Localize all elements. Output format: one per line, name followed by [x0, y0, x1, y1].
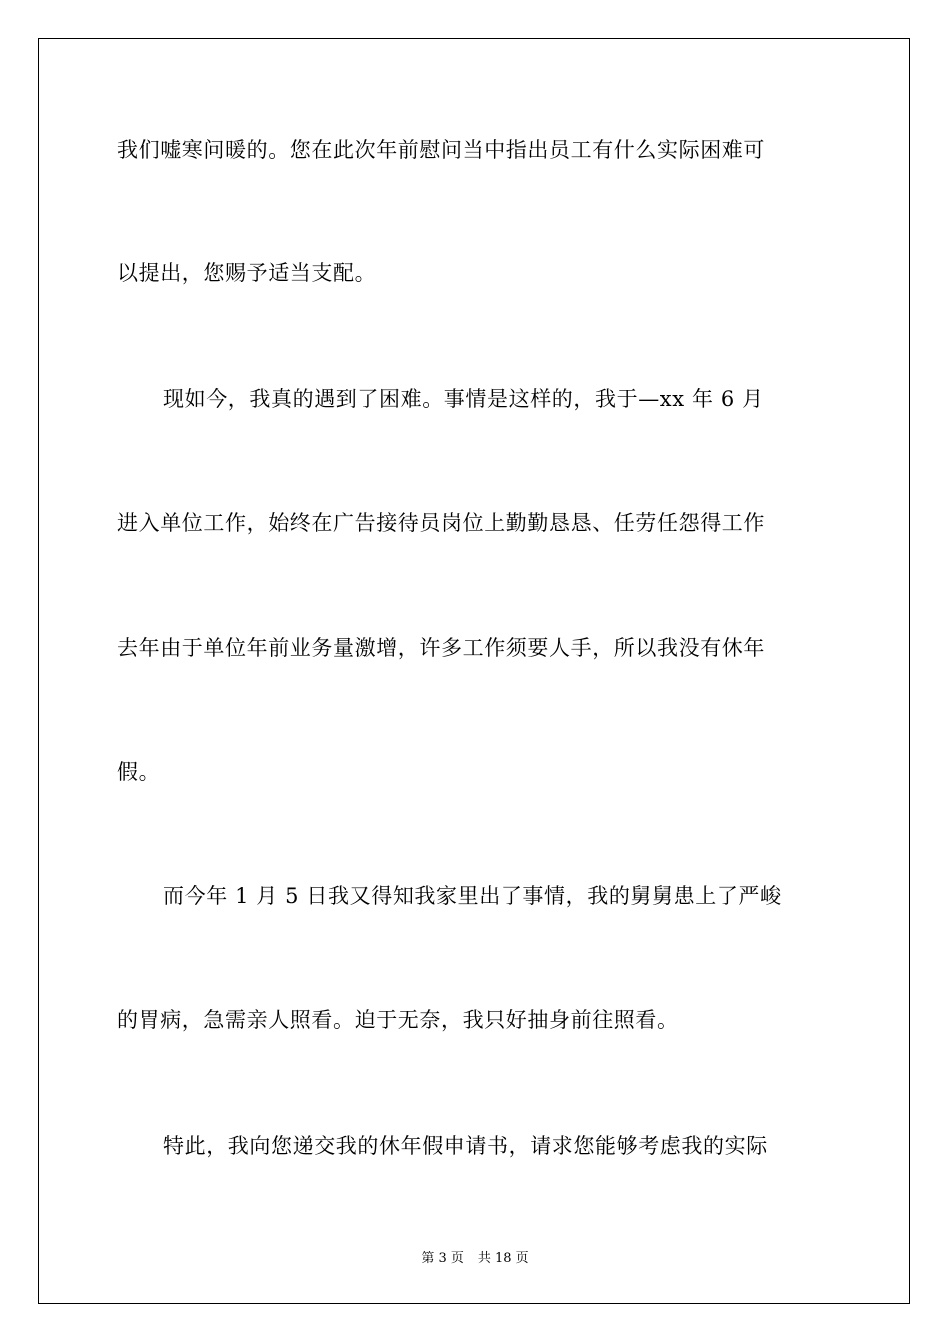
page-border — [38, 38, 910, 1304]
current-page-number: 第 3 页 — [421, 1251, 464, 1266]
body-line-6: 假。 — [117, 760, 161, 784]
page-footer — [0, 1247, 950, 1266]
body-line-2: 以提出，您赐予适当支配。 — [117, 261, 377, 285]
body-line-4: 进入单位工作，始终在广告接待员岗位上勤勤恳恳、任劳任怨得工作 — [117, 511, 765, 535]
total-pages: 共 18 页 — [477, 1251, 529, 1266]
body-line-1: 我们嘘寒问暖的。您在此次年前慰问当中指出员工有什么实际困难可 — [117, 138, 765, 162]
body-line-8: 的胃病，急需亲人照看。迫于无奈，我只好抽身前往照看。 — [117, 1008, 679, 1032]
paragraph-start-line-9: 特此，我向您递交我的休年假申请书，请求您能够考虑我的实际 — [163, 1134, 768, 1158]
body-line-5: 去年由于单位年前业务量激增，许多工作须要人手，所以我没有休年 — [117, 636, 765, 660]
paragraph-start-line-3: 现如今，我真的遇到了困难。事情是这样的，我于—xx 年 6 月 — [163, 387, 764, 411]
paragraph-start-line-7: 而今年 1 月 5 日我又得知我家里出了事情，我的舅舅患上了严峻 — [163, 884, 782, 908]
